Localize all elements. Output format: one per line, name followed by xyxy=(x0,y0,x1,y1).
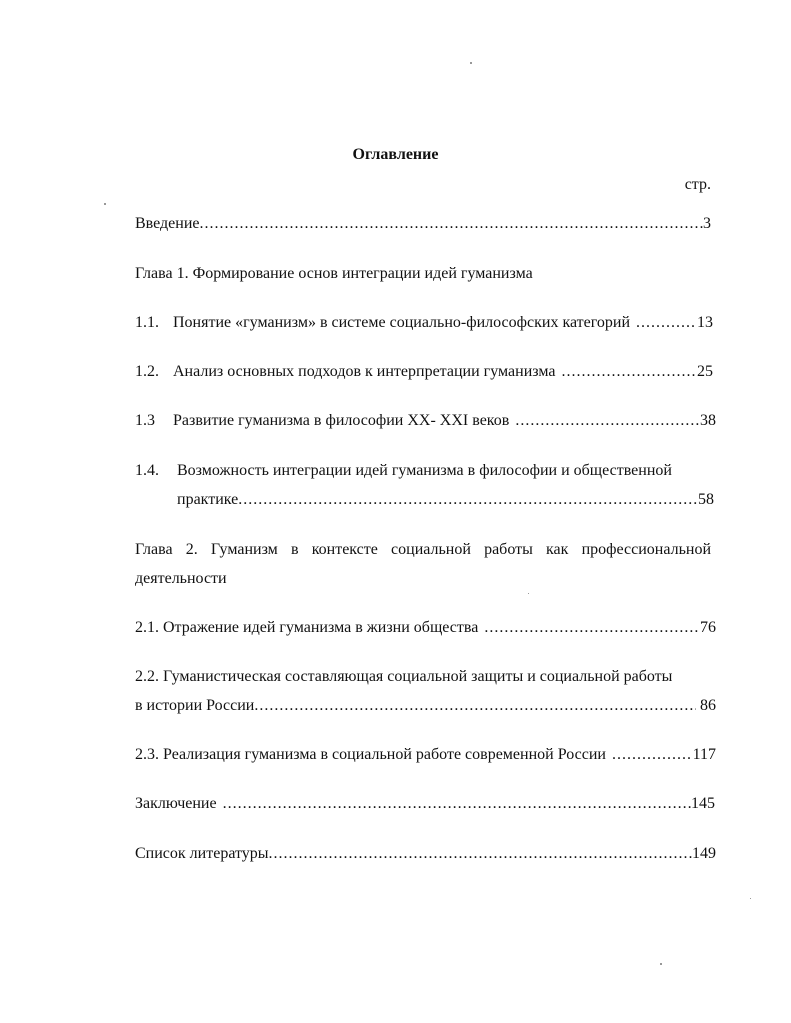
toc-entry-bibliography xyxy=(135,844,716,864)
scan-speck xyxy=(750,898,751,899)
toc-entry-page: 145 xyxy=(691,795,715,812)
toc-leader-dots xyxy=(254,696,696,716)
toc-entry-conclusion xyxy=(135,794,715,814)
toc-entry-text: Анализ основных подходов к интерпретации гуманизма xyxy=(173,363,556,380)
page-title: Оглавление xyxy=(352,146,439,163)
toc-leader-dots xyxy=(200,214,704,234)
toc-entry-number: 1.4. xyxy=(135,462,159,479)
toc-entry-introduction xyxy=(135,214,711,234)
toc-leader-dots xyxy=(238,490,698,510)
toc-entry-2-1 xyxy=(135,618,716,638)
toc-entry-1-2 xyxy=(135,362,713,382)
toc-chapter-1-heading: Глава 1. Формирование основ интеграции идей гуманизма xyxy=(135,265,533,282)
toc-entry-text: Список литературы xyxy=(135,845,269,862)
toc-entry-page: 38 xyxy=(700,412,716,429)
toc-chapter-2-heading-line2: деятельности xyxy=(135,570,227,587)
toc-entry-page: 76 xyxy=(700,619,716,636)
toc-entry-page: 58 xyxy=(698,491,714,508)
scan-speck xyxy=(660,963,662,965)
scan-speck xyxy=(470,62,472,64)
toc-entry-number: 1.3 xyxy=(135,412,155,429)
toc-entry-text: Заключение xyxy=(135,795,217,812)
toc-entry-text: Развитие гуманизма в философии XX- XXI веков xyxy=(173,412,510,429)
toc-entry-text: 2.1. Отражение идей гуманизма в жизни общества xyxy=(135,619,479,636)
toc-entry-1-4-line2 xyxy=(177,490,714,510)
scan-speck xyxy=(528,593,529,594)
toc-entry-page: 149 xyxy=(692,845,716,862)
toc-leader-dots xyxy=(555,362,697,382)
toc-entry-2-2-line2 xyxy=(135,696,716,716)
toc-entry-1-3 xyxy=(135,411,716,431)
toc-leader-dots xyxy=(269,844,692,864)
toc-entry-number: 1.2. xyxy=(135,363,159,380)
toc-entry-text: Понятие «гуманизм» в системе социально-философских категорий xyxy=(173,314,631,331)
toc-entry-text: 2.3. Реализация гуманизма в социальной работе современной России xyxy=(135,746,606,763)
toc-entry-text: Возможность интеграции идей гуманизма в философии и общественной xyxy=(177,462,672,479)
toc-entry-2-3 xyxy=(135,745,716,765)
toc-entry-text-continued: практике xyxy=(177,491,239,508)
toc-entry-text: Введение xyxy=(135,215,200,232)
toc-leader-dots xyxy=(478,618,700,638)
toc-entry-1-4-line1 xyxy=(135,461,715,481)
toc-leader-dots xyxy=(217,794,691,814)
toc-entry-page: 3 xyxy=(703,215,711,232)
toc-entry-number: 1.1. xyxy=(135,314,159,331)
toc-entry-text-continued: в истории России xyxy=(135,697,255,714)
toc-entry-page: 13 xyxy=(697,314,713,331)
toc-leader-dots xyxy=(630,313,697,333)
page-column-label: стр. xyxy=(684,176,711,193)
toc-entry-2-2-line1: 2.2. Гуманистическая составляющая социальной защиты и социальной работы xyxy=(135,668,673,685)
toc-entry-page: 86 xyxy=(700,697,716,714)
toc-leader-dots xyxy=(509,411,700,431)
toc-chapter-2-heading-line1: Глава 2. Гуманизм в контексте социальной работы как профессиональной xyxy=(135,541,711,558)
scan-speck xyxy=(104,203,106,205)
toc-leader-dots xyxy=(606,745,693,765)
toc-entry-1-1 xyxy=(135,313,713,333)
toc-entry-page: 117 xyxy=(692,746,716,763)
toc-entry-page: 25 xyxy=(697,363,713,380)
